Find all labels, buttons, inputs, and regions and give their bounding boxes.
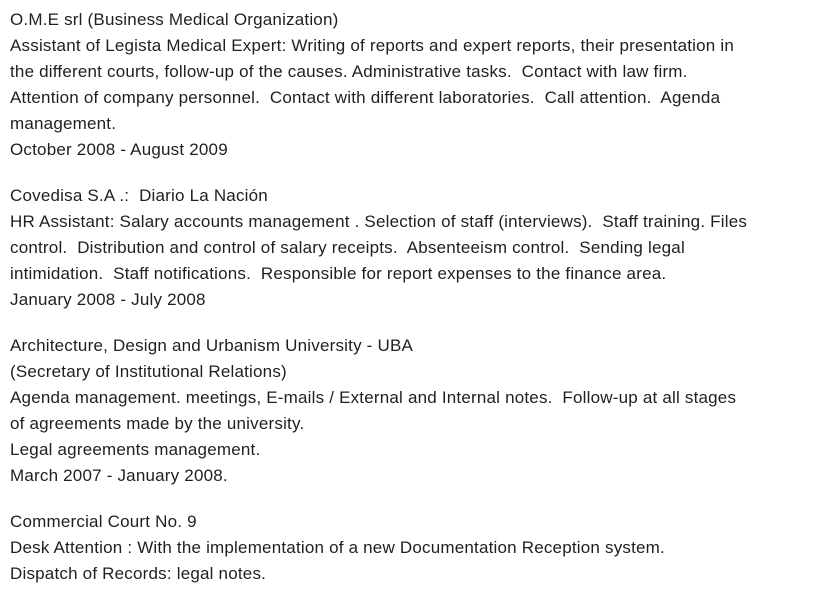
experience-section-uba — [10, 333, 817, 489]
description-line: HR Assistant: Salary accounts management . Selection of staff (interviews). Staff training. Files — [10, 212, 748, 231]
description-line: control. Distribution and control of salary receipts. Absenteeism control. Sending legal — [10, 238, 685, 257]
description-line: of agreements made by the university. — [10, 414, 305, 433]
description-line: management. — [10, 114, 117, 133]
description-line: Desk Attention : With the implementation of a new Documentation Reception system. — [10, 538, 665, 557]
description-line: intimidation. Staff notifications. Responsible for report expenses to the finance area. — [10, 264, 667, 283]
company-title: Covedisa S.A .: Diario La Nación — [10, 186, 268, 205]
description-line: Agenda management. meetings, E-mails / External and Internal notes. Follow-up at all stages — [10, 388, 737, 407]
company-title: O.M.E srl (Business Medical Organization) — [10, 10, 339, 29]
subtitle: (Secretary of Institutional Relations) — [10, 362, 287, 381]
description-line: Attention of company personnel. Contact with different laboratories. Call attention. Agenda — [10, 88, 721, 107]
experience-section-ome — [10, 7, 817, 163]
date-range: March 2007 - January 2008. — [10, 466, 228, 485]
experience-section-commercial-court — [10, 509, 817, 587]
description-line: the different courts, follow-up of the causes. Administrative tasks. Contact with law firm. — [10, 62, 688, 81]
company-title: Architecture, Design and Urbanism University - UBA — [10, 336, 414, 355]
experience-section-covedisa — [10, 183, 817, 313]
description-line: Dispatch of Records: legal notes. — [10, 564, 267, 583]
company-title: Commercial Court No. 9 — [10, 512, 197, 531]
date-range: October 2008 - August 2009 — [10, 140, 228, 159]
date-range: January 2008 - July 2008 — [10, 290, 206, 309]
description-line: Legal agreements management. — [10, 440, 261, 459]
description-line: Assistant of Legista Medical Expert: Writing of reports and expert reports, their presentation in — [10, 36, 734, 55]
